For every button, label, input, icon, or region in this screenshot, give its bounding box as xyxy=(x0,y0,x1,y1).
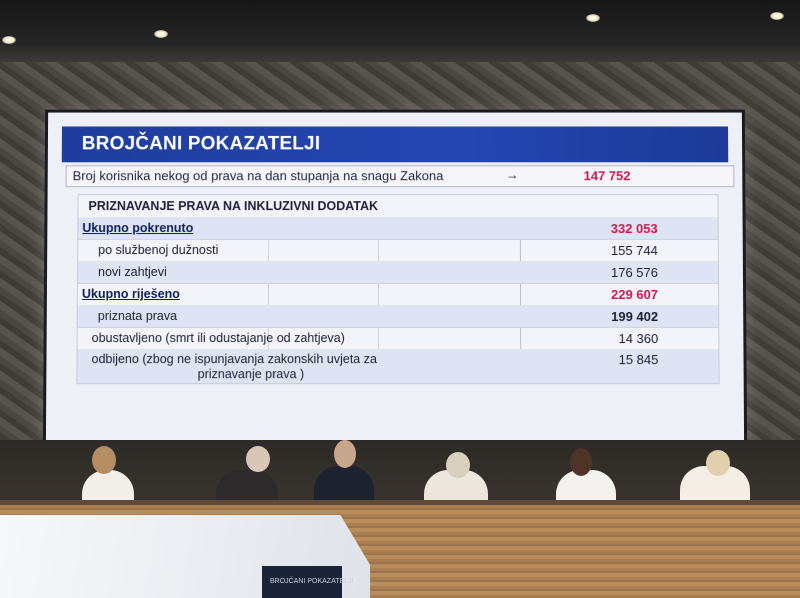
row-value: 199 402 xyxy=(611,309,659,325)
ceiling-light-left xyxy=(2,36,16,44)
row-value: 15 845 xyxy=(618,352,659,368)
row-label: po službenoj dužnosti xyxy=(98,243,219,258)
table-title: PRIZNAVANJE PRAVA NA INKLUZIVNI DODATAK xyxy=(88,199,379,214)
intro-value: 147 752 xyxy=(583,168,631,184)
stats-table xyxy=(76,194,719,384)
table-header-row xyxy=(78,195,717,218)
speaker-2-head xyxy=(246,446,270,472)
ceiling-light-right-2 xyxy=(770,12,784,20)
row-label: Ukupno riješeno xyxy=(81,286,180,302)
slide-title: BROJČANI POKAZATELJI xyxy=(81,133,321,155)
slide-header xyxy=(62,126,728,162)
table-row xyxy=(78,327,719,350)
row-value: 176 576 xyxy=(610,265,658,281)
lectern-monitor-text: BROJČANI POKAZATELJI xyxy=(270,578,354,585)
table-row xyxy=(77,349,718,383)
row-label: priznata prava xyxy=(97,309,178,324)
row-label: novi zahtjevi xyxy=(98,265,167,280)
table-row xyxy=(78,305,719,328)
table-row xyxy=(78,217,717,240)
row-label-continued: priznavanje prava ) xyxy=(197,367,305,382)
intro-box xyxy=(66,165,735,187)
speaker-4-head xyxy=(446,452,470,478)
row-value: 229 607 xyxy=(611,286,659,303)
speaker-5-head xyxy=(570,448,592,476)
ceiling xyxy=(0,0,800,62)
ceiling-light-mid xyxy=(154,30,168,38)
ceiling-light-right-1 xyxy=(586,14,600,22)
table-row xyxy=(78,261,718,284)
row-value: 155 744 xyxy=(610,243,658,259)
row-label: obustavljeno (smrt ili odustajanje od zahtjeva) xyxy=(91,331,345,346)
speaker-6-head xyxy=(706,450,730,476)
speaker-1-head xyxy=(92,446,116,474)
row-label: Ukupno pokrenuto xyxy=(82,221,194,236)
row-value: 14 360 xyxy=(618,331,659,347)
table-row xyxy=(78,283,718,306)
speaker-3-head xyxy=(334,440,356,468)
intro-label: Broj korisnika nekog od prava na dan stupanja na snagu Zakona xyxy=(72,168,444,184)
table-row xyxy=(78,239,718,262)
arrow-icon: → xyxy=(505,167,519,183)
projection-screen xyxy=(46,113,744,451)
row-label: odbijeno (zbog ne ispunjavanja zakonskih uvjeta za xyxy=(91,352,377,367)
row-value: 332 053 xyxy=(610,221,658,237)
